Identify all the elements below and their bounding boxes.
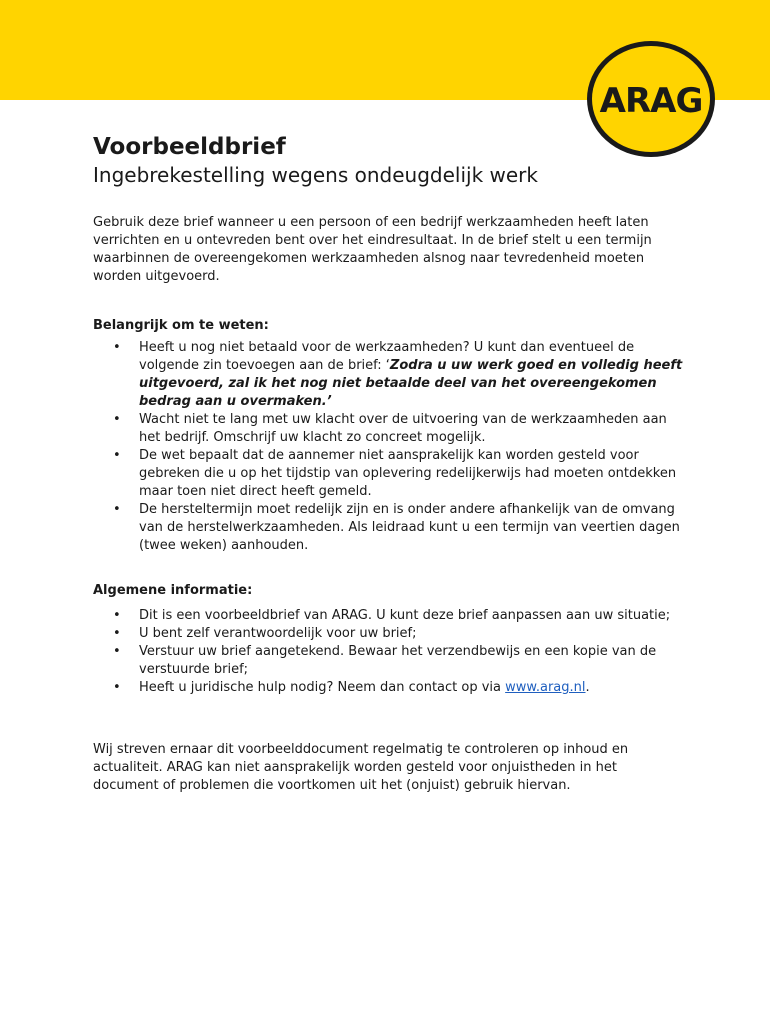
list-item: • U bent zelf verantwoordelijk voor uw brief; xyxy=(93,625,683,643)
list-item: • De hersteltermijn moet redelijk zijn en is onder andere afhankelijk van de omvang van de herstelwerkzaamheden. Als leidraad kunt u een termijn van veertien dagen (twee weken) aanhouden. xyxy=(93,501,683,555)
logo-text: ARAG xyxy=(599,81,703,121)
general-list xyxy=(93,607,683,697)
important-list xyxy=(93,339,683,555)
list-item: • Wacht niet te lang met uw klacht over de uitvoering van de werkzaamheden aan het bedrijf. Omschrijf uw klacht zo concreet mogelijk. xyxy=(93,411,683,447)
list-item: • Heeft u nog niet betaald voor de werkzaamheden? U kunt dan eventueel de volgende zin toevoegen aan de brief: ‘Zodra u uw werk goed en volledig heeft uitgevoerd, zal ik het nog niet betaalde deel van het overeengekomen bedrag aan u overmaken.’ xyxy=(93,339,683,411)
intro-paragraph: Gebruik deze brief wanneer u een persoon of een bedrijf werkzaamheden heeft laten verrichten en u ontevreden bent over het eindresultaat. In de brief stelt u een termijn waarbinnen de overeengekomen werkzaamheden alsnog naar tevredenheid moeten worden uitgevoerd. xyxy=(93,215,652,284)
page-title: Voorbeeldbrief xyxy=(93,134,286,160)
page-subtitle: Ingebrekestelling wegens ondeugdelijk werk xyxy=(93,163,538,187)
list-item: • Verstuur uw brief aangetekend. Bewaar het verzendbewijs en een kopie van de verstuurde brief; xyxy=(93,643,683,679)
list-item: • De wet bepaalt dat de aannemer niet aansprakelijk kan worden gesteld voor gebreken die u op het tijdstip van oplevering redelijkerwijs had moeten ontdekken maar toen niet direct heeft gemeld. xyxy=(93,447,683,501)
list-item: • Heeft u juridische hulp nodig? Neem dan contact op via www.arag.nl. xyxy=(93,679,683,697)
arag-logo xyxy=(584,38,718,160)
disclaimer-paragraph: Wij streven ernaar dit voorbeelddocument regelmatig te controleren op inhoud en actualiteit. ARAG kan niet aansprakelijk worden gesteld voor onjuistheden in het document of problemen die voortkomen uit het (onjuist) gebruik hiervan. xyxy=(93,742,629,793)
list-item: • Dit is een voorbeeldbrief van ARAG. U kunt deze brief aanpassen aan uw situatie; xyxy=(93,607,683,625)
arag-website-link[interactable]: www.arag.nl xyxy=(505,680,586,695)
important-heading: Belangrijk om te weten: xyxy=(93,318,269,333)
general-heading: Algemene informatie: xyxy=(93,583,253,598)
emphasis-text: Zodra u uw werk goed en volledig heeft uitgevoerd, zal ik het nog niet betaalde deel van het overeengekomen bedrag aan u overmaken.’ xyxy=(139,358,683,409)
